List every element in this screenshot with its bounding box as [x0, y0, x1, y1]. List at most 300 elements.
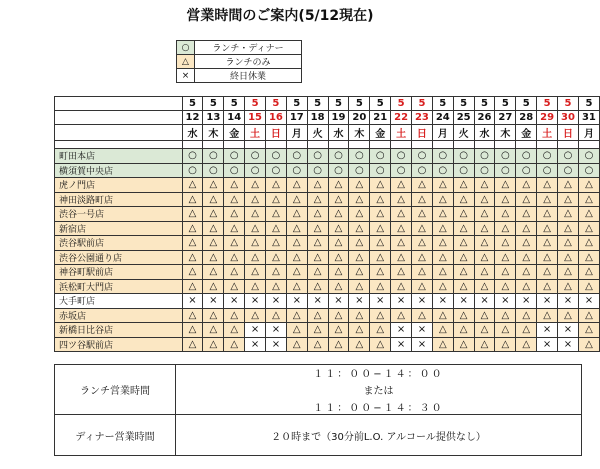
- status-cell: ○: [265, 163, 286, 178]
- lunch-hours-value: [176, 365, 582, 415]
- store-name: 浜松町大門店: [55, 279, 183, 294]
- lunch-hours-line3: １１：００−１４：３０: [313, 403, 444, 414]
- header-month: 5: [516, 97, 537, 111]
- status-cell: ○: [537, 163, 558, 178]
- status-cell: △: [453, 265, 474, 280]
- header-month: 5: [328, 97, 349, 111]
- separator-cell: [328, 141, 349, 149]
- status-cell: △: [370, 178, 391, 193]
- store-name: 四ツ谷駅前店: [55, 337, 183, 352]
- status-cell: △: [412, 192, 433, 207]
- legend: [176, 40, 302, 83]
- store-name: 渋谷駅前店: [55, 236, 183, 251]
- status-cell: △: [224, 308, 245, 323]
- status-cell: △: [453, 337, 474, 352]
- status-cell: ○: [245, 149, 266, 164]
- status-cell: △: [182, 236, 203, 251]
- header-day: 24: [432, 111, 453, 125]
- status-cell: △: [516, 279, 537, 294]
- status-cell: ×: [474, 294, 495, 309]
- status-cell: ○: [391, 163, 412, 178]
- status-cell: △: [245, 192, 266, 207]
- status-cell: △: [412, 236, 433, 251]
- status-cell: ×: [537, 323, 558, 338]
- status-cell: △: [265, 236, 286, 251]
- status-cell: △: [265, 250, 286, 265]
- store-name: 町田本店: [55, 149, 183, 164]
- status-cell: △: [537, 207, 558, 222]
- store-name: 新宿店: [55, 221, 183, 236]
- status-cell: △: [453, 323, 474, 338]
- status-cell: △: [495, 207, 516, 222]
- status-cell: △: [370, 236, 391, 251]
- status-cell: △: [203, 279, 224, 294]
- header-weekday: 月: [432, 125, 453, 141]
- header-month: 5: [203, 97, 224, 111]
- status-cell: △: [307, 265, 328, 280]
- status-cell: ○: [495, 149, 516, 164]
- status-cell: △: [265, 279, 286, 294]
- status-cell: △: [391, 178, 412, 193]
- status-cell: △: [307, 250, 328, 265]
- header-month: 5: [495, 97, 516, 111]
- header-weekday: 木: [349, 125, 370, 141]
- status-cell: △: [265, 308, 286, 323]
- header-day: 19: [328, 111, 349, 125]
- store-name: 横須賀中央店: [55, 163, 183, 178]
- store-row: [55, 250, 600, 265]
- status-cell: △: [203, 337, 224, 352]
- status-cell: △: [578, 308, 599, 323]
- status-cell: △: [558, 279, 579, 294]
- status-cell: △: [474, 207, 495, 222]
- status-cell: △: [432, 250, 453, 265]
- status-cell: △: [516, 250, 537, 265]
- hours-info-table: [54, 364, 582, 456]
- header-month: 5: [349, 97, 370, 111]
- legend-symbol: ○: [177, 41, 195, 55]
- legend-symbol: △: [177, 55, 195, 69]
- status-cell: △: [265, 221, 286, 236]
- status-cell: ×: [182, 294, 203, 309]
- status-cell: ○: [182, 163, 203, 178]
- status-cell: △: [182, 337, 203, 352]
- status-cell: ×: [516, 294, 537, 309]
- header-day: 30: [558, 111, 579, 125]
- status-cell: △: [245, 250, 266, 265]
- status-cell: △: [349, 337, 370, 352]
- status-cell: △: [286, 323, 307, 338]
- status-cell: △: [391, 265, 412, 280]
- header-month: 5: [307, 97, 328, 111]
- status-cell: △: [349, 265, 370, 280]
- status-cell: △: [558, 265, 579, 280]
- separator-cell: [245, 141, 266, 149]
- status-cell: ×: [349, 294, 370, 309]
- status-cell: △: [286, 337, 307, 352]
- store-name: 神田淡路町店: [55, 192, 183, 207]
- lunch-hours-or: または: [363, 386, 394, 397]
- status-cell: ×: [265, 294, 286, 309]
- status-cell: ○: [286, 149, 307, 164]
- status-cell: △: [370, 323, 391, 338]
- header-corner: [55, 97, 183, 111]
- status-cell: ○: [474, 163, 495, 178]
- header-month: 5: [412, 97, 433, 111]
- status-cell: △: [182, 323, 203, 338]
- store-name: 赤坂店: [55, 308, 183, 323]
- header-weekday: 土: [391, 125, 412, 141]
- status-cell: △: [265, 207, 286, 222]
- status-cell: △: [578, 323, 599, 338]
- status-cell: △: [453, 207, 474, 222]
- status-cell: △: [391, 221, 412, 236]
- status-cell: △: [578, 221, 599, 236]
- status-cell: ×: [286, 294, 307, 309]
- status-cell: △: [495, 236, 516, 251]
- status-cell: △: [203, 308, 224, 323]
- status-cell: △: [265, 178, 286, 193]
- status-cell: △: [391, 207, 412, 222]
- status-cell: ○: [203, 149, 224, 164]
- status-cell: △: [495, 337, 516, 352]
- status-cell: ○: [328, 149, 349, 164]
- status-cell: △: [182, 207, 203, 222]
- status-cell: △: [286, 221, 307, 236]
- status-cell: △: [286, 308, 307, 323]
- status-cell: △: [391, 236, 412, 251]
- store-row: [55, 308, 600, 323]
- status-cell: △: [203, 236, 224, 251]
- status-cell: △: [182, 221, 203, 236]
- separator-cell: [453, 141, 474, 149]
- status-cell: △: [203, 250, 224, 265]
- status-cell: △: [224, 250, 245, 265]
- status-cell: △: [286, 207, 307, 222]
- header-weekday: 金: [516, 125, 537, 141]
- status-cell: △: [516, 178, 537, 193]
- separator-cell: [265, 141, 286, 149]
- status-cell: △: [474, 192, 495, 207]
- status-cell: ○: [391, 149, 412, 164]
- status-cell: △: [391, 308, 412, 323]
- header-day: 21: [370, 111, 391, 125]
- separator-cell: [474, 141, 495, 149]
- status-cell: △: [203, 221, 224, 236]
- status-cell: ×: [412, 337, 433, 352]
- status-cell: △: [182, 279, 203, 294]
- status-cell: △: [203, 265, 224, 280]
- status-cell: △: [203, 323, 224, 338]
- separator-cell: [495, 141, 516, 149]
- separator-cell: [537, 141, 558, 149]
- status-cell: △: [537, 178, 558, 193]
- status-cell: △: [474, 221, 495, 236]
- status-cell: △: [495, 265, 516, 280]
- status-cell: △: [432, 236, 453, 251]
- status-cell: △: [558, 308, 579, 323]
- header-month: 5: [474, 97, 495, 111]
- header-day: 23: [412, 111, 433, 125]
- separator-cell: [391, 141, 412, 149]
- status-cell: △: [432, 192, 453, 207]
- header-weekday: 月: [578, 125, 599, 141]
- status-cell: △: [412, 250, 433, 265]
- status-cell: △: [453, 192, 474, 207]
- status-cell: △: [245, 178, 266, 193]
- header-month: 5: [224, 97, 245, 111]
- status-cell: △: [516, 308, 537, 323]
- status-cell: △: [349, 279, 370, 294]
- status-cell: △: [245, 236, 266, 251]
- status-cell: ○: [349, 163, 370, 178]
- separator-cell: [558, 141, 579, 149]
- status-cell: △: [578, 178, 599, 193]
- status-cell: ○: [370, 163, 391, 178]
- status-cell: △: [537, 192, 558, 207]
- header-weekday: 木: [203, 125, 224, 141]
- status-cell: △: [495, 323, 516, 338]
- legend-row: [177, 55, 302, 69]
- status-cell: ×: [370, 294, 391, 309]
- dinner-hours-label: ディナー営業時間: [55, 415, 176, 456]
- legend-label: ランチ・ディナー: [195, 41, 302, 55]
- status-cell: △: [558, 221, 579, 236]
- status-cell: △: [328, 308, 349, 323]
- status-cell: △: [245, 265, 266, 280]
- store-row: [55, 337, 600, 352]
- status-cell: △: [328, 178, 349, 193]
- status-cell: ×: [391, 294, 412, 309]
- status-cell: △: [307, 178, 328, 193]
- status-cell: △: [349, 221, 370, 236]
- status-cell: △: [558, 236, 579, 251]
- status-cell: △: [224, 337, 245, 352]
- status-cell: △: [558, 192, 579, 207]
- schedule-table: [54, 96, 600, 352]
- status-cell: ×: [537, 294, 558, 309]
- status-cell: △: [349, 250, 370, 265]
- status-cell: △: [328, 337, 349, 352]
- header-weekday: 火: [307, 125, 328, 141]
- header-day: 18: [307, 111, 328, 125]
- status-cell: △: [537, 308, 558, 323]
- store-row: [55, 236, 600, 251]
- header-corner: [55, 125, 183, 141]
- status-cell: △: [495, 221, 516, 236]
- status-cell: △: [516, 207, 537, 222]
- header-day: 17: [286, 111, 307, 125]
- status-cell: △: [203, 192, 224, 207]
- status-cell: △: [537, 236, 558, 251]
- status-cell: △: [328, 192, 349, 207]
- header-month: 5: [537, 97, 558, 111]
- status-cell: △: [370, 337, 391, 352]
- status-cell: △: [516, 221, 537, 236]
- legend-label: ランチのみ: [195, 55, 302, 69]
- status-cell: △: [474, 279, 495, 294]
- status-cell: ○: [516, 149, 537, 164]
- status-cell: △: [349, 192, 370, 207]
- status-cell: △: [349, 236, 370, 251]
- status-cell: △: [391, 279, 412, 294]
- status-cell: △: [537, 221, 558, 236]
- status-cell: △: [578, 337, 599, 352]
- status-cell: △: [286, 265, 307, 280]
- header-day: 15: [245, 111, 266, 125]
- status-cell: △: [224, 265, 245, 280]
- header-day: 14: [224, 111, 245, 125]
- status-cell: △: [412, 207, 433, 222]
- status-cell: △: [516, 192, 537, 207]
- header-month: 5: [578, 97, 599, 111]
- separator-cell: [55, 141, 183, 149]
- separator-row: [55, 141, 600, 149]
- status-cell: ○: [265, 149, 286, 164]
- header-month: 5: [245, 97, 266, 111]
- header-month: 5: [558, 97, 579, 111]
- status-cell: △: [245, 207, 266, 222]
- status-cell: △: [328, 236, 349, 251]
- status-cell: ○: [453, 149, 474, 164]
- status-cell: △: [578, 250, 599, 265]
- status-cell: △: [432, 265, 453, 280]
- status-cell: △: [516, 337, 537, 352]
- status-cell: ○: [307, 149, 328, 164]
- store-row: [55, 265, 600, 280]
- status-cell: ×: [537, 337, 558, 352]
- legend-row: [177, 69, 302, 83]
- status-cell: △: [328, 250, 349, 265]
- store-row: [55, 207, 600, 222]
- header-weekday: 日: [265, 125, 286, 141]
- store-row: [55, 192, 600, 207]
- status-cell: ×: [412, 294, 433, 309]
- status-cell: △: [391, 250, 412, 265]
- status-cell: △: [182, 308, 203, 323]
- header-day: 29: [537, 111, 558, 125]
- status-cell: △: [558, 178, 579, 193]
- header-day-row: [55, 111, 600, 125]
- status-cell: △: [307, 308, 328, 323]
- status-cell: △: [328, 279, 349, 294]
- status-cell: △: [224, 221, 245, 236]
- status-cell: △: [307, 337, 328, 352]
- header-month: 5: [391, 97, 412, 111]
- dinner-hours-row: [55, 415, 582, 456]
- status-cell: △: [307, 207, 328, 222]
- status-cell: △: [182, 265, 203, 280]
- status-cell: △: [370, 207, 391, 222]
- store-name: 大手町店: [55, 294, 183, 309]
- status-cell: △: [307, 221, 328, 236]
- header-month: 5: [286, 97, 307, 111]
- status-cell: △: [182, 178, 203, 193]
- separator-cell: [432, 141, 453, 149]
- header-weekday: 月: [286, 125, 307, 141]
- status-cell: ×: [495, 294, 516, 309]
- status-cell: ○: [286, 163, 307, 178]
- status-cell: ○: [412, 149, 433, 164]
- separator-cell: [412, 141, 433, 149]
- status-cell: ○: [558, 149, 579, 164]
- status-cell: ×: [328, 294, 349, 309]
- header-month: 5: [432, 97, 453, 111]
- header-month: 5: [265, 97, 286, 111]
- page-title: 営業時間のご案内(5/12現在): [186, 8, 374, 24]
- status-cell: △: [432, 279, 453, 294]
- status-cell: ×: [578, 294, 599, 309]
- status-cell: △: [432, 323, 453, 338]
- status-cell: ○: [558, 163, 579, 178]
- status-cell: △: [412, 308, 433, 323]
- status-cell: △: [578, 236, 599, 251]
- status-cell: △: [495, 250, 516, 265]
- lunch-hours-row: [55, 365, 582, 415]
- separator-cell: [349, 141, 370, 149]
- status-cell: ×: [558, 323, 579, 338]
- header-day: 12: [182, 111, 203, 125]
- status-cell: △: [412, 178, 433, 193]
- header-weekday: 木: [495, 125, 516, 141]
- header-weekday: 水: [474, 125, 495, 141]
- status-cell: △: [224, 192, 245, 207]
- header-weekday: 金: [370, 125, 391, 141]
- status-cell: ×: [265, 323, 286, 338]
- store-name: 渋谷一号店: [55, 207, 183, 222]
- status-cell: △: [182, 250, 203, 265]
- separator-cell: [286, 141, 307, 149]
- status-cell: ×: [224, 294, 245, 309]
- status-cell: △: [224, 178, 245, 193]
- status-cell: △: [182, 192, 203, 207]
- status-cell: ○: [578, 149, 599, 164]
- store-row: [55, 221, 600, 236]
- separator-cell: [224, 141, 245, 149]
- status-cell: △: [245, 279, 266, 294]
- legend-label: 終日休業: [195, 69, 302, 83]
- status-cell: △: [432, 178, 453, 193]
- status-cell: △: [537, 250, 558, 265]
- status-cell: △: [286, 279, 307, 294]
- status-cell: △: [453, 279, 474, 294]
- status-cell: ×: [203, 294, 224, 309]
- status-cell: ×: [412, 323, 433, 338]
- status-cell: △: [307, 236, 328, 251]
- store-row: [55, 163, 600, 178]
- header-weekday: 日: [412, 125, 433, 141]
- status-cell: △: [224, 279, 245, 294]
- status-cell: △: [370, 265, 391, 280]
- separator-cell: [182, 141, 203, 149]
- status-cell: ○: [516, 163, 537, 178]
- status-cell: ×: [558, 294, 579, 309]
- store-row: [55, 149, 600, 164]
- status-cell: △: [370, 221, 391, 236]
- status-cell: △: [370, 192, 391, 207]
- store-name: 神谷町駅前店: [55, 265, 183, 280]
- status-cell: △: [495, 192, 516, 207]
- header-day: 20: [349, 111, 370, 125]
- status-cell: △: [495, 308, 516, 323]
- header-weekday: 水: [182, 125, 203, 141]
- status-cell: △: [453, 221, 474, 236]
- status-cell: △: [412, 279, 433, 294]
- header-month: 5: [182, 97, 203, 111]
- status-cell: △: [578, 192, 599, 207]
- status-cell: △: [391, 192, 412, 207]
- header-weekday: 土: [245, 125, 266, 141]
